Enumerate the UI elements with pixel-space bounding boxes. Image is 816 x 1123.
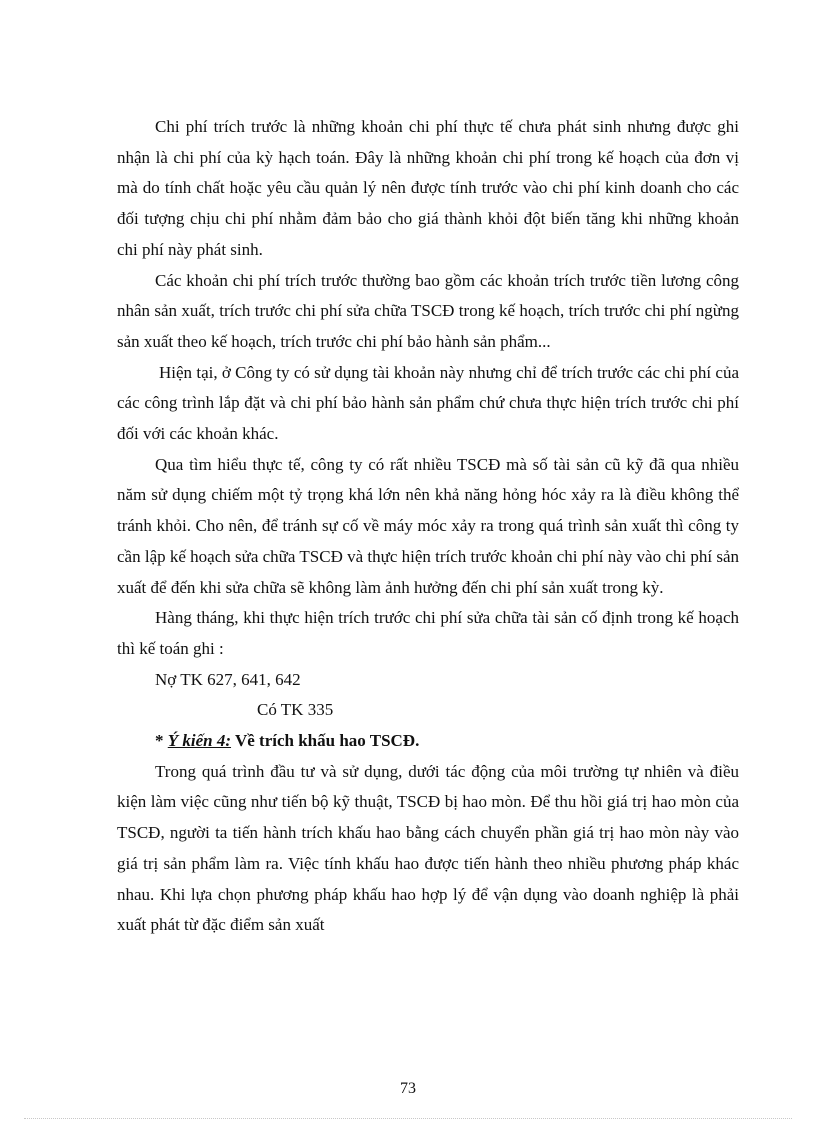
journal-entry-credit: Có TK 335 — [257, 700, 334, 720]
paragraph-depreciation: Trong quá trình đầu tư và sử dụng, dưới tác động của môi trường tự nhiên và điều kiện làm việc cũng như tiến bộ kỹ thuật, TSCĐ bị hao mòn. Để thu hồi giá trị hao mòn của TSCĐ, người ta tiến hành trích khấu hao bằng cách chuyển phần giá trị hao mòn này vào giá trị sản phẩm làm ra. Việc tính khấu hao được tiến hành theo nhiều phương pháp khác nhau. Khi lựa chọn phương pháp khấu hao hợp lý để vận dụng vào doanh nghiệp là phải xuất phát từ đặc điểm sản xuất — [117, 761, 739, 935]
opinion-lead: Ý kiến 4: — [167, 731, 232, 751]
page-number: 73 — [400, 1080, 416, 1097]
paragraph-accrued-expenses-types: Các khoản chi phí trích trước thường bao gồm các khoản trích trước tiền lương công nhân sản xuất, trích trước chi phí sửa chữa TSCĐ trong kế hoạch, trích trước chi phí ngừng sản xuất theo kế hoạch, trích trước chi phí bảo hành sản phẩm... — [117, 270, 739, 351]
journal-entry-debit: Nợ TK 627, 641, 642 — [155, 669, 301, 689]
body-text — [117, 112, 739, 941]
paragraph-current-practice: Hiện tại, ở Công ty có sử dụng tài khoản này nhưng chỉ để trích trước các chi phí của các công trình lắp đặt và chi phí bảo hành sản phẩm chứ chưa thực hiện trích trước chi phí đối với các khoản khác. — [117, 362, 739, 444]
paragraph-accrued-expenses-definition: Chi phí trích trước là những khoản chi phí thực tế chưa phát sinh nhưng được ghi nhận là chi phí của kỳ hạch toán. Đây là những khoản chi phí trong kế hoạch của đơn vị mà do tính chất hoặc yêu cầu quản lý nên được tính trước vào chi phí kinh doanh cho các đối tượng chịu chi phí nhằm đảm bảo cho giá thành khỏi đột biến tăng khi những khoản chi phí này phát sinh. — [117, 117, 739, 259]
opinion-heading — [117, 726, 739, 757]
opinion-bullet: * — [155, 731, 168, 751]
paragraph-monthly-entry: Hàng tháng, khi thực hiện trích trước chi phí sửa chữa tài sản cố định trong kế hoạch thì kế toán ghi : — [117, 608, 739, 658]
opinion-title: Về trích khấu hao TSCĐ. — [231, 731, 420, 751]
paragraph-repair-plan: Qua tìm hiểu thực tế, công ty có rất nhiều TSCĐ mà số tài sản cũ kỹ đã qua nhiều năm sử dụng chiếm một tỷ trọng khá lớn nên khả năng hỏng hóc xảy ra là điều không thể tránh khỏi. Cho nên, để tránh sự cố về máy móc xảy ra trong quá trình sản xuất thì công ty cần lập kế hoạch sửa chữa TSCĐ và thực hiện trích trước khoản chi phí này vào chi phí sản xuất để đến khi sửa chữa sẽ không làm ảnh hưởng đến chi phí sản xuất trong kỳ. — [117, 454, 739, 597]
footer-divider — [24, 1118, 792, 1119]
